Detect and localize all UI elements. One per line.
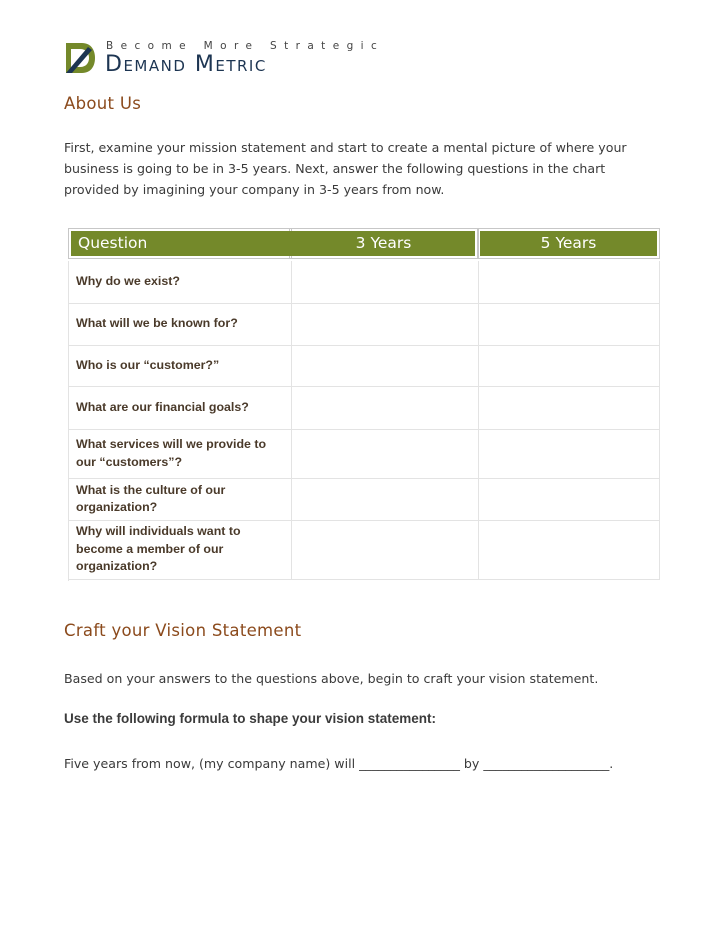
- table-row: [68, 303, 660, 346]
- three-years-answer-cell[interactable]: [292, 520, 479, 579]
- three-years-answer-cell[interactable]: [292, 261, 479, 303]
- question-cell: What will we be known for?: [68, 303, 292, 345]
- formula-label: Use the following formula to shape your vision statement:: [64, 711, 437, 726]
- question-cell: What are our financial goals?: [68, 386, 292, 429]
- three-years-answer-cell[interactable]: [292, 386, 479, 429]
- intro-line: business is going to be in 3-5 years. Next, answer the following questions in the chart: [64, 161, 606, 176]
- five-years-answer-cell[interactable]: [479, 261, 660, 303]
- header-5-years: 5 Years: [480, 231, 657, 256]
- intro-paragraph: [64, 137, 664, 200]
- header-question: Question: [71, 231, 292, 256]
- question-cell: What services will we provide to our “customers”?: [68, 429, 292, 478]
- five-years-answer-cell[interactable]: [479, 429, 660, 478]
- table-row: [68, 478, 660, 521]
- three-years-answer-cell[interactable]: [292, 429, 479, 478]
- five-years-answer-cell[interactable]: [479, 386, 660, 429]
- table-row: [68, 345, 660, 387]
- five-years-answer-cell[interactable]: [479, 478, 660, 520]
- demand-metric-logo-icon: [64, 41, 96, 75]
- three-years-answer-cell[interactable]: [292, 478, 479, 520]
- vision-instructions: Based on your answers to the questions above, begin to craft your vision statement.: [64, 671, 599, 686]
- table-header-row: [68, 228, 660, 259]
- about-us-heading: About Us: [64, 94, 142, 113]
- table-row: [68, 386, 660, 430]
- company-logo: [64, 38, 385, 78]
- five-years-answer-cell[interactable]: [479, 345, 660, 386]
- intro-line: First, examine your mission statement and start to create a mental picture of where your: [64, 140, 627, 155]
- header-3-years: 3 Years: [292, 231, 475, 256]
- three-years-answer-cell[interactable]: [292, 303, 479, 345]
- table-row: [68, 261, 660, 304]
- three-years-answer-cell[interactable]: [292, 345, 479, 386]
- formula-sentence: Five years from now, (my company name) will ________________ by ____________________.: [64, 756, 614, 771]
- table-row: [68, 429, 660, 479]
- intro-line: provided by imagining your company in 3-5 years from now.: [64, 182, 445, 197]
- question-cell: Why will individuals want to become a member of our organization?: [68, 520, 292, 579]
- question-cell: Who is our “customer?”: [68, 345, 292, 386]
- five-years-answer-cell[interactable]: [479, 520, 660, 579]
- five-years-answer-cell[interactable]: [479, 303, 660, 345]
- logo-brand-name: Demand Metric: [105, 52, 267, 77]
- table-row: [68, 520, 660, 580]
- question-cell: What is the culture of our organization?: [68, 478, 292, 520]
- logo-tagline: Become More Strategic: [106, 40, 385, 52]
- question-cell: Why do we exist?: [68, 261, 292, 303]
- vision-heading: Craft your Vision Statement: [64, 621, 302, 640]
